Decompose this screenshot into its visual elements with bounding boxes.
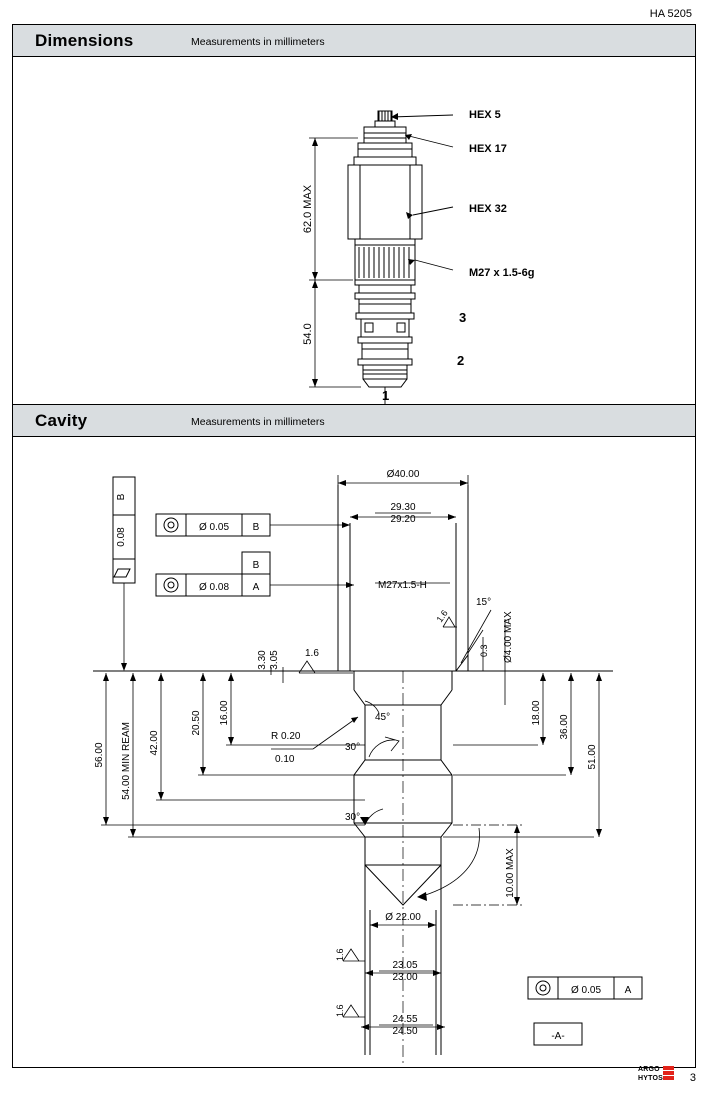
finish-1-6-top: 1.6 bbox=[434, 608, 450, 625]
finish-1-6-b1: 1.6 bbox=[335, 948, 345, 961]
dim-d22: Ø 22.00 bbox=[385, 912, 421, 923]
gdt1-datum: B bbox=[252, 522, 260, 533]
gdt1-tolerance: Ø 0.05 bbox=[198, 522, 230, 533]
dim-18: 18.00 bbox=[531, 700, 542, 726]
callout-hex5: HEX 5 bbox=[469, 109, 501, 121]
dim-0-3: 0.3 bbox=[479, 644, 489, 657]
logo-text-argo: ARGO bbox=[638, 1066, 660, 1073]
dim-thread: M27x1.5-H bbox=[378, 580, 427, 591]
document-code: HA 5205 bbox=[649, 8, 692, 20]
dim-36: 36.00 bbox=[559, 714, 570, 740]
dimensions-drawing bbox=[13, 25, 695, 405]
datum-a-label: -A- bbox=[551, 1031, 565, 1042]
dim-42: 42.00 bbox=[149, 730, 160, 756]
callout-hex17: HEX 17 bbox=[469, 143, 507, 155]
flatness-value: 0.08 bbox=[116, 527, 127, 547]
logo-text-hytos: HYTOS bbox=[638, 1075, 663, 1082]
page-number: 3 bbox=[689, 1072, 696, 1084]
logo-bar-2 bbox=[663, 1071, 674, 1075]
dimensions-section bbox=[12, 24, 696, 406]
cavity-subtitle: Measurements in millimeters bbox=[191, 416, 325, 428]
dim-10-max: 10.00 MAX bbox=[505, 848, 516, 898]
finish-1-6-b2: 1.6 bbox=[335, 1004, 345, 1017]
cavity-section bbox=[12, 404, 696, 1068]
dim-16: 16.00 bbox=[219, 700, 230, 726]
dim-56: 56.00 bbox=[94, 742, 105, 768]
callout-thread: M27 x 1.5-6g bbox=[469, 267, 535, 279]
dim-51: 51.00 bbox=[587, 744, 598, 770]
dimensions-title: Dimensions bbox=[35, 31, 134, 50]
radius-upper: R 0.20 bbox=[271, 731, 301, 742]
dim-d4-max: Ø4.00 MAX bbox=[503, 611, 514, 663]
dim-3-30: 3.30 bbox=[257, 650, 268, 670]
dimension-62-max: 62.0 MAX bbox=[302, 184, 314, 234]
port-label-1: 1 bbox=[382, 388, 390, 403]
angle-45: 45° bbox=[375, 712, 391, 723]
gdt3-datum: A bbox=[624, 985, 632, 996]
angle-30-upper: 30° bbox=[345, 742, 361, 753]
dim-d40: Ø40.00 bbox=[386, 469, 420, 480]
company-logo bbox=[638, 1066, 674, 1084]
callout-hex32: HEX 32 bbox=[469, 203, 507, 215]
datum-b-top: B bbox=[116, 493, 127, 501]
dim-d29-upper: 29.30 bbox=[390, 502, 416, 513]
dim-d29-lower: 29.20 bbox=[390, 514, 416, 525]
dim-d23-lower: 23.00 bbox=[392, 972, 418, 983]
logo-bar-1 bbox=[663, 1066, 674, 1070]
dim-d23-upper: 23.05 bbox=[392, 960, 418, 971]
gdt2-datum: A bbox=[252, 582, 260, 593]
dimensions-subtitle: Measurements in millimeters bbox=[191, 36, 325, 48]
radius-lower: 0.10 bbox=[275, 754, 295, 765]
dim-20-50: 20.50 bbox=[191, 710, 202, 736]
dim-54-min-ream: 54.00 MIN REAM bbox=[121, 722, 132, 800]
port-label-3: 3 bbox=[459, 310, 467, 325]
dimension-54: 54.0 bbox=[302, 323, 314, 345]
gdt3-tolerance: Ø 0.05 bbox=[570, 985, 602, 996]
finish-1-6-left: 1.6 bbox=[305, 648, 319, 659]
datum-b-mid: B bbox=[252, 560, 260, 571]
logo-bar-3 bbox=[663, 1076, 674, 1080]
dim-d24-upper: 24.55 bbox=[392, 1014, 418, 1025]
angle-30-lower: 30° bbox=[345, 812, 361, 823]
gdt2-tolerance: Ø 0.08 bbox=[198, 582, 230, 593]
dim-3-05: 3.05 bbox=[269, 650, 280, 670]
angle-15: 15° bbox=[476, 597, 492, 608]
cavity-title: Cavity bbox=[35, 411, 88, 430]
port-label-2: 2 bbox=[457, 353, 465, 368]
dim-d24-lower: 24.50 bbox=[392, 1026, 418, 1037]
cavity-drawing bbox=[13, 405, 695, 1067]
